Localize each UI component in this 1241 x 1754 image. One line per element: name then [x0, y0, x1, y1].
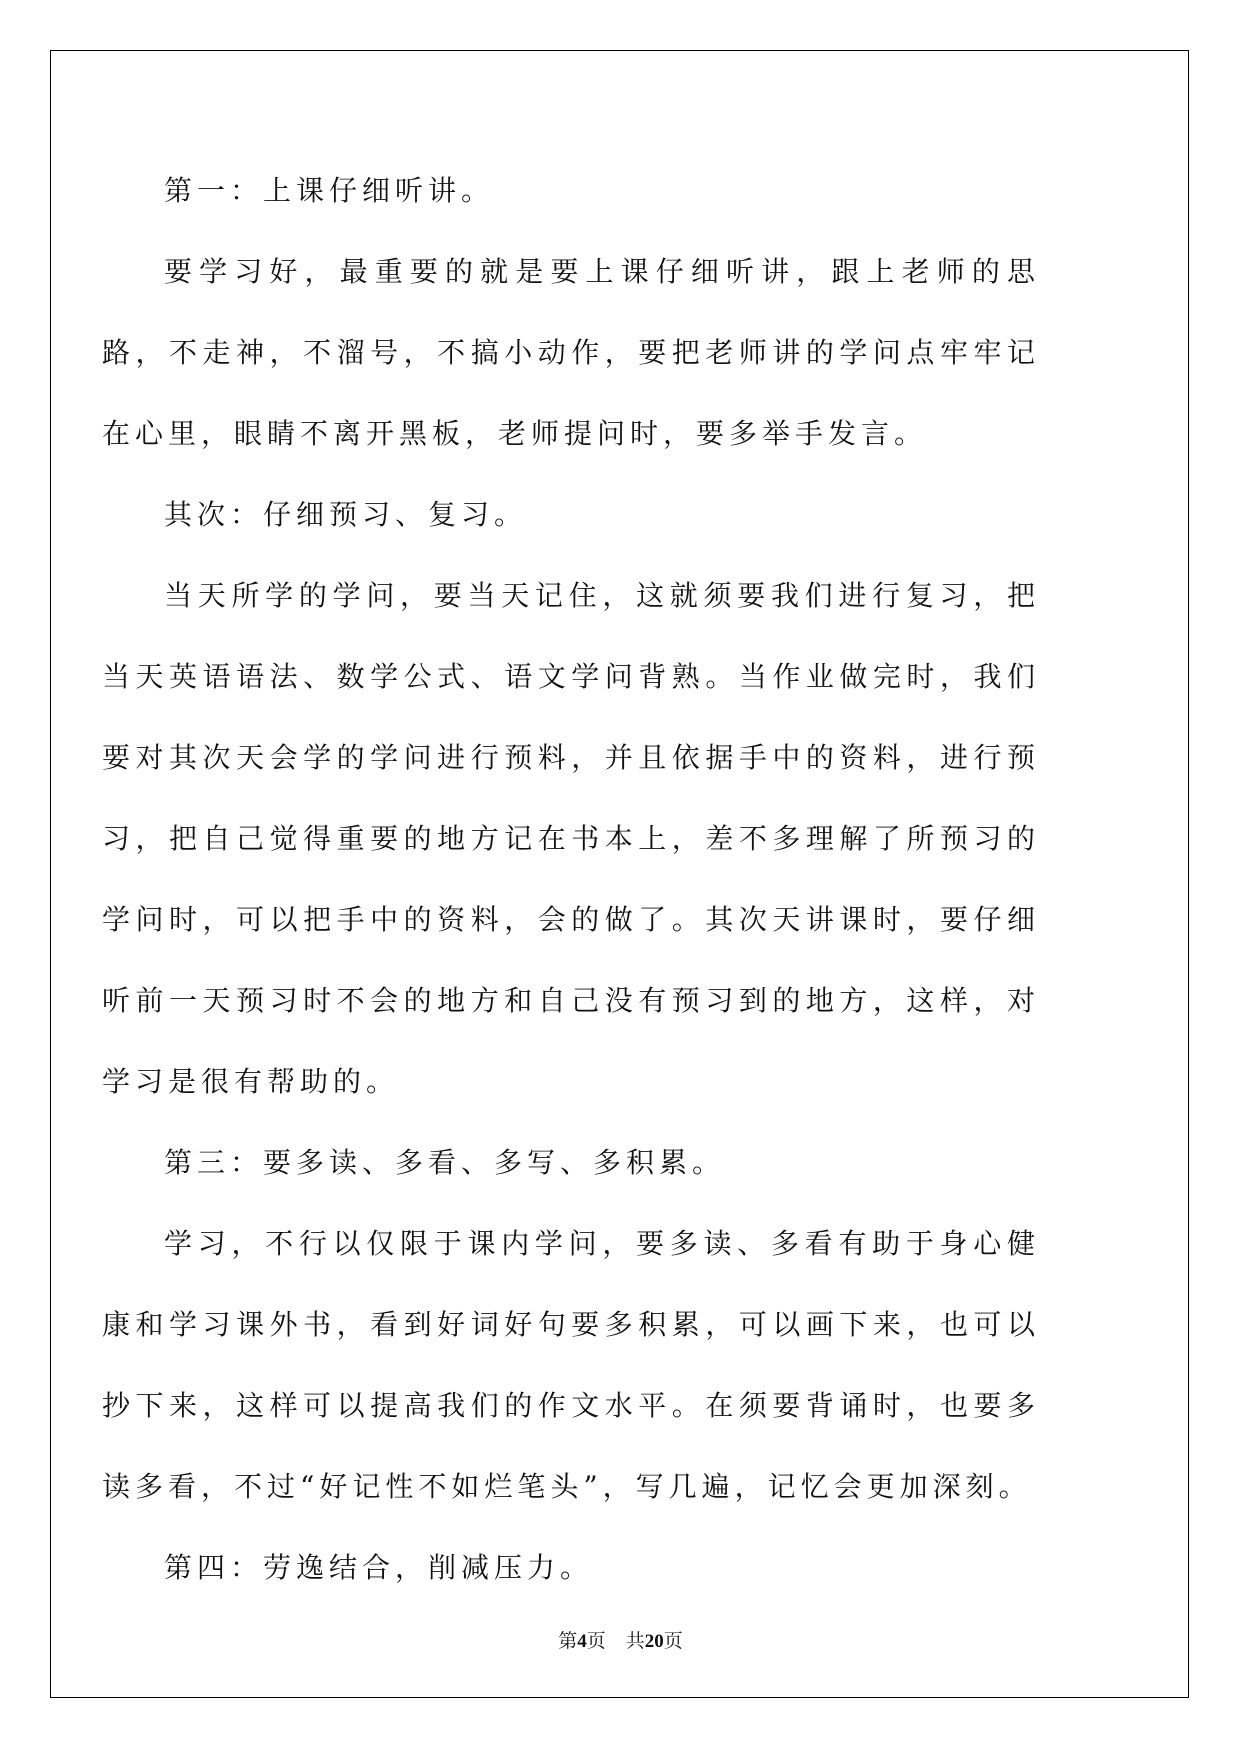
- page-prefix: 第: [558, 1631, 578, 1652]
- total-pages: 20: [644, 1631, 664, 1652]
- heading-fourth: 第四：劳逸结合，削减压力。: [164, 1551, 594, 1584]
- heading-second: 其次：仔细预习、复习。: [164, 498, 528, 531]
- page-footer: [0, 1626, 1241, 1653]
- total-prefix: 共: [625, 1631, 645, 1652]
- heading-first: 第一：上课仔细听讲。: [164, 174, 495, 207]
- paragraph: 学习，不行以仅限于课内学问，要多读、多看有助于身心健康和学习课外书，看到好词好句要多积累，可以画下来，也可以抄下来，这样可以提高我们的作文水平。在须要背诵时，也要多读多看，不过“好记性不如烂笔头”，写几遍，记忆会更加深刻。: [102, 1227, 1040, 1503]
- document-body: [102, 150, 1040, 1608]
- paragraph: 要学习好，最重要的就是要上课仔细听讲，跟上老师的思路，不走神，不溜号，不搞小动作，要把老师讲的学问点牢牢记在心里，眼睛不离开黑板，老师提问时，要多举手发言。: [102, 255, 1040, 450]
- heading-third: 第三：要多读、多看、多写、多积累。: [164, 1146, 726, 1179]
- paragraph: 当天所学的学问，要当天记住，这就须要我们进行复习，把当天英语语法、数学公式、语文学问背熟。当作业做完时，我们要对其次天会学的学问进行预料，并且依据手中的资料，进行预习，把自己觉得重要的地方记在书本上，差不多理解了所预习的学问时，可以把手中的资料，会的做了。其次天讲课时，要仔细听前一天预习时不会的地方和自己没有预习到的地方，这样，对学习是很有帮助的。: [102, 579, 1040, 1098]
- page-suffix: 页: [586, 1631, 606, 1652]
- page-number: 4: [577, 1631, 587, 1652]
- total-suffix: 页: [663, 1631, 683, 1652]
